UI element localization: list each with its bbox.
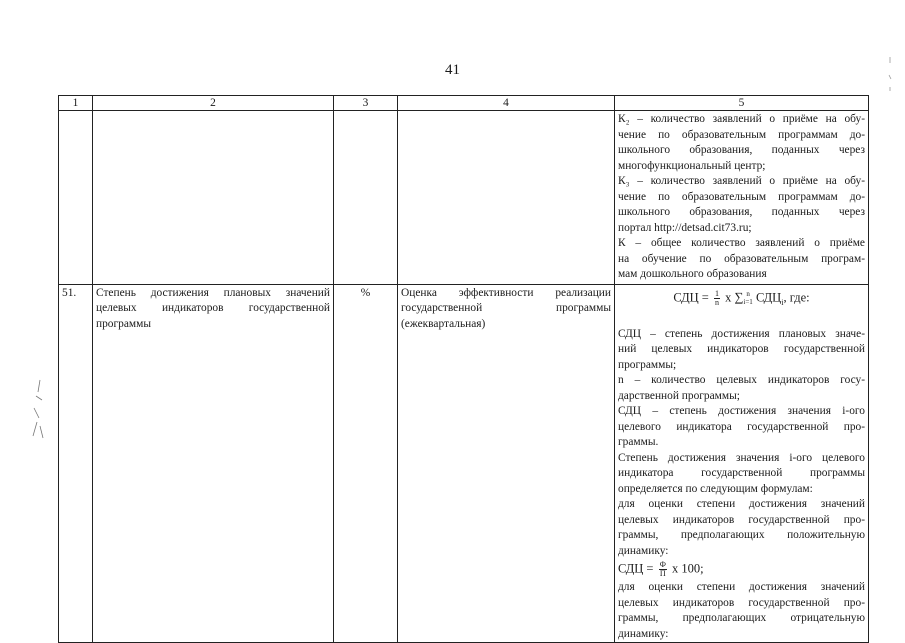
sum-upper: n (746, 290, 750, 298)
fraction-numerator: Ф (659, 560, 666, 570)
text-line: граммы, предполагающих отрицательную (618, 612, 865, 625)
table-row-continuation (59, 111, 869, 285)
fraction (714, 290, 720, 307)
text-line: динамику: (618, 627, 669, 640)
text-line: индикатора государственной программы (618, 467, 865, 480)
margin-dots (885, 55, 895, 95)
cell-name: Степень достижения плановых значений целевых индикаторов государственной программы (93, 284, 334, 643)
text-line: школьного образования, поданных через (618, 206, 865, 218)
cell-num (59, 111, 93, 285)
cell-unit (334, 111, 398, 285)
text-line: определяется по следующим формулам: (618, 482, 813, 495)
header-cell-2: 2 (93, 96, 334, 111)
cell-method: Оценка эффективности реализации государственной программы (ежеквартальная) (398, 284, 615, 643)
header-row (59, 96, 869, 111)
text-line: ний целевых индикаторов государственной (618, 343, 865, 356)
cell-description (615, 284, 869, 643)
sum-symbol: ∑ (734, 290, 744, 305)
cell-num: 51. (59, 284, 93, 643)
text-line: СДЦ – степень достижения значения i-ого (618, 405, 865, 418)
text-line: Степень достижения значения i-ого целевого (618, 451, 865, 464)
text-line: СДЦ – степень достижения плановых значе- (618, 327, 865, 340)
text-line: чение по образовательным программам до- (618, 128, 865, 141)
text-line: программы; (618, 358, 677, 371)
fraction (659, 561, 667, 578)
text-line: К₃ – количество заявлений о приёме на обу- (618, 175, 865, 187)
text-line: чение по образовательным программам до- (618, 190, 865, 203)
text-line: динамику: (618, 544, 669, 557)
sum-lower: i=1 (743, 298, 753, 306)
formula-tail: , где: (783, 289, 810, 304)
text-line: граммы, предполагающих положительную (618, 529, 865, 542)
text-line: мам дошкольного образования (618, 268, 767, 280)
formula-lhs: СДЦ = (673, 289, 709, 304)
text-line: К₂ – количество заявлений о приёме на обу- (618, 113, 865, 125)
header-cell-5: 5 (615, 96, 869, 111)
formula-sdc-average (618, 290, 865, 310)
formula-multiply: х (725, 289, 732, 304)
formula-rhs-subscript: i (781, 297, 784, 307)
header-cell-3: 3 (334, 96, 398, 111)
text-line: на обучение по образовательным програм- (618, 252, 865, 265)
text-line: многофункциональный центр; (618, 159, 766, 172)
cell-unit: % (334, 284, 398, 643)
text-line: для оценки степени достижения значений (618, 498, 865, 511)
text-line: школьного образования, поданных через (618, 144, 865, 156)
text-line: К – общее количество заявлений о приёме (618, 237, 865, 249)
page-number: 41 (445, 62, 460, 78)
indicator-table (58, 95, 869, 643)
fraction-numerator: 1 (714, 288, 719, 298)
text-line: портал http://detsad.cit73.ru; (618, 221, 752, 234)
formula-sdc-positive (618, 561, 865, 578)
fraction-denominator: n (714, 297, 719, 307)
header-cell-4: 4 (398, 96, 615, 111)
fraction-denominator: П (659, 569, 666, 579)
text-line: целевых индикаторов государственной про- (618, 596, 865, 609)
text-line: целевого индикатора государственной про- (618, 420, 865, 433)
text-line: n – количество целевых индикаторов госу- (618, 374, 865, 387)
scan-artifact-mark (28, 378, 50, 448)
formula-lhs: СДЦ = (618, 561, 654, 576)
text-line: граммы. (618, 436, 659, 449)
sum-limits (743, 290, 752, 306)
text-line: целевых индикаторов государственной про- (618, 513, 865, 526)
table-row-51 (59, 284, 869, 643)
cell-name (93, 111, 334, 285)
formula-tail: х 100; (672, 561, 704, 576)
text-line: для оценки степени достижения значений (618, 581, 865, 594)
cell-description (615, 111, 869, 285)
cell-method (398, 111, 615, 285)
text-line: дарственной программы; (618, 389, 740, 402)
header-cell-1: 1 (59, 96, 93, 111)
formula-rhs: СДЦ (755, 289, 782, 304)
